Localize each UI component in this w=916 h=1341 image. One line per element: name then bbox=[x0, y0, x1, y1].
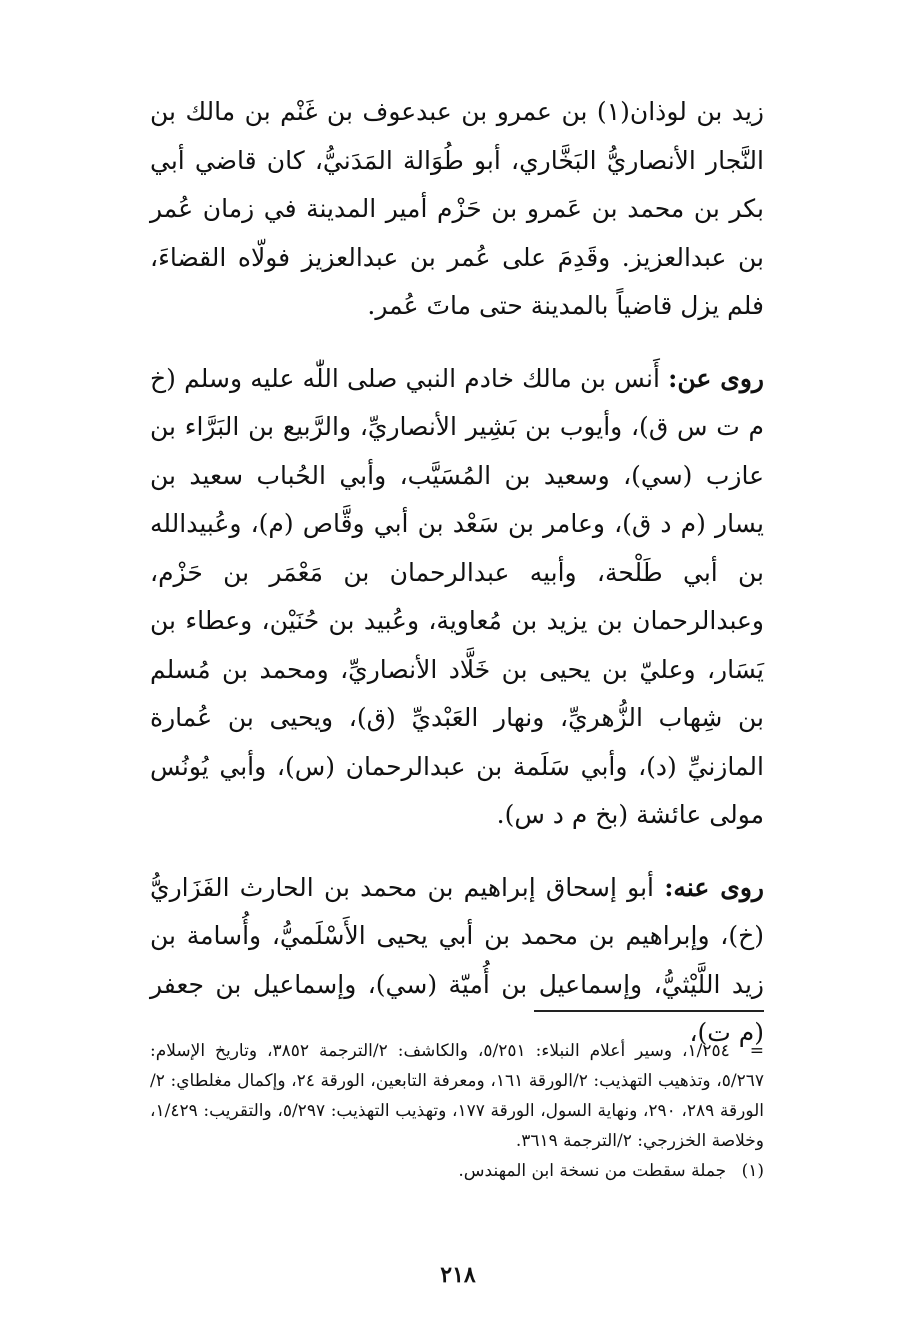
footnote-marker: (١) bbox=[741, 1161, 764, 1181]
footnote-divider bbox=[534, 1010, 764, 1012]
narrated-by-text: أبو إسحاق إبراهيم بن محمد بن الحارث الفَزَاريُّ (خ)، وإبراهيم بن محمد بن أبي يحيى الأَسْلَميُّ، وأُسامة بن زيد اللَّيْثيُّ، وإسماعيل بن أُميّة (سي)، وإسماعيل بن جعفر (م ت)، bbox=[150, 872, 764, 1047]
footnote-continued bbox=[150, 1036, 764, 1156]
biography-text: زيد بن لوذان(١) بن عمرو بن عبدعوف بن غَنْم بن مالك بن النَّجار الأنصاريُّ البَخَّاري، أبو طُوَالة المَدَنيُّ، كان قاضي أبي بكر بن محمد بن عَمرو بن حَزْم أمير المدينة في زمان عُمر بن عبدالعزيز. وقَدِمَ على عُمر بن عبدالعزيز فولّاه القضاءَ، فلم يزل قاضياً بالمدينة حتى ماتَ عُمر. bbox=[150, 97, 764, 320]
footnote-marker: = bbox=[749, 1041, 765, 1061]
narrated-by-paragraph bbox=[150, 864, 764, 1058]
biography-paragraph bbox=[150, 88, 764, 331]
narrated-from-paragraph bbox=[150, 355, 764, 840]
narrated-from-text: أَنس بن مالك خادم النبي صلى اللّٰه عليه وسلم (خ م ت س ق)، وأيوب بن بَشِير الأنصاريِّ، والرَّبيع بن البَرَّاء بن عازب (سي)، وسعيد بن المُسَيَّب، وأبي الحُباب سعيد بن يسار (م د ق)، وعامر بن سَعْد بن أبي وقَّاص (م)، وعُبيدالله بن أبي طَلْحة، وأبيه عبدالرحمان بن مَعْمَر بن حَزْم، وعبدالرحمان بن يزيد بن مُعاوية، وعُبيد بن حُنَيْن، وعطاء بن يَسَار، وعليّ بن يحيى بن خَلَّاد الأنصاريِّ، ومحمد بن مُسلم بن شِهاب الزُّهريِّ، ونهار العَبْديِّ (ق)، ويحيى بن عُمارة المازنيِّ (د)، وأبي سَلَمة بن عبدالرحمان (س)، وأبي يُونُس مولى عائشة (بخ م د س). bbox=[150, 363, 764, 829]
footnotes bbox=[150, 1036, 764, 1186]
footnote-text: جملة سقطت من نسخة ابن المهندس. bbox=[458, 1161, 727, 1181]
page-number: ٢١٨ bbox=[440, 1262, 476, 1288]
main-text bbox=[150, 88, 764, 1058]
footnote-text: ١/٢٥٤، وسير أعلام النبلاء: ٥/٢٥١، والكاشف: ٢/الترجمة ٣٨٥٢، وتاريخ الإسلام: ٥/٢٦٧، وتذهيب التهذيب: ٢/الورقة ١٦١، ومعرفة التابعين، الورقة ٢٤، وإكمال مغلطاي: ٢/الورقة ٢٨٩، ٢٩٠، ونهاية السول، الورقة ١٧٧، وتهذيب التهذيب: ٥/٢٩٧، والتقريب: ١/٤٢٩، وخلاصة الخزرجي: ٢/الترجمة ٣٦١٩. bbox=[150, 1041, 765, 1151]
footnote-1 bbox=[150, 1156, 764, 1186]
narrated-from-label: روى عن: bbox=[668, 363, 764, 393]
narrated-by-label: روى عنه: bbox=[664, 872, 764, 902]
